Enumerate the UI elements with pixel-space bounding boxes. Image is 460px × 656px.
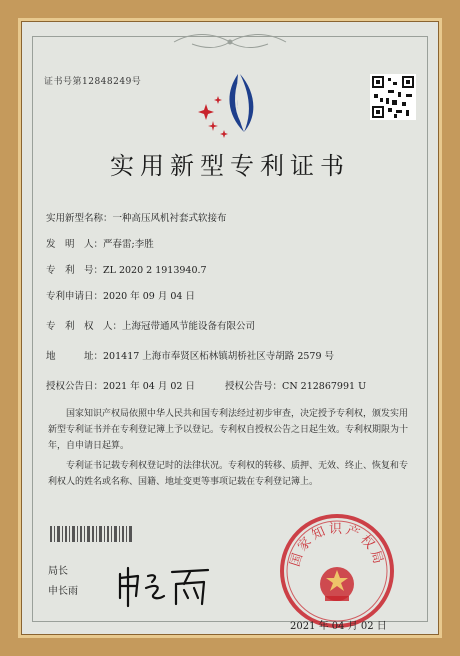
- field-address: 地 址：201417 上海市奉贤区柘林镇胡桥社区寺胡路 2579 号: [46, 351, 335, 362]
- certificate-paragraph-2: 专利证书记载专利权登记时的法律状况。专利权的转移、质押、无效、终止、恢复和专利权人的姓名或名称、国籍、地址变更等事项记载在专利登记簿上。: [48, 461, 409, 487]
- top-ornament-icon: [172, 30, 288, 52]
- page-title: 实用新型专利证书: [110, 152, 350, 180]
- grant-number-label: 授权公告号：: [225, 381, 283, 392]
- field-inventor: 发 明 人：严春雷;李胜: [46, 239, 154, 250]
- qr-code-icon: [370, 74, 416, 120]
- field-patentee: 专 利 权 人：上海冠带通风节能设备有限公司: [46, 321, 256, 332]
- certificate-paper: [22, 22, 438, 634]
- director-title: 局长: [48, 566, 68, 577]
- grant-number-value: CN 212867991 U: [282, 381, 367, 392]
- grant-date-label: 授权公告日：: [46, 381, 104, 392]
- field-application-date: 专利申请日：2020 年 09 月 04 日: [46, 291, 195, 302]
- director-name: 申长雨: [48, 586, 78, 597]
- official-seal-icon: [278, 512, 396, 630]
- field-patent-number: 专 利 号：ZL 2020 2 1913940.7: [46, 265, 207, 276]
- barcode-icon: [50, 526, 134, 542]
- director-signature: [114, 564, 214, 610]
- seal-date: 2021 年 04 月 02 日: [290, 621, 387, 632]
- certificate-paragraph-1: 国家知识产权局依照中华人民共和国专利法经过初步审查，决定授予专利权，颁发实用新型专利证书并在专利登记簿上予以登记。专利权自授权公告之日起生效。专利权期限为十年，自申请日起算。: [48, 409, 409, 451]
- seal-text: 国家知识产权局: [287, 522, 387, 569]
- field-grant-info: [46, 378, 366, 392]
- certificate-number: 证书号第12848249号: [44, 77, 142, 87]
- patent-office-emblem-icon: [194, 70, 270, 144]
- field-utility-model-name: 实用新型名称：一种高压风机衬套式软接布: [46, 213, 227, 224]
- grant-date-value: 2021 年 04 月 02 日: [103, 381, 195, 392]
